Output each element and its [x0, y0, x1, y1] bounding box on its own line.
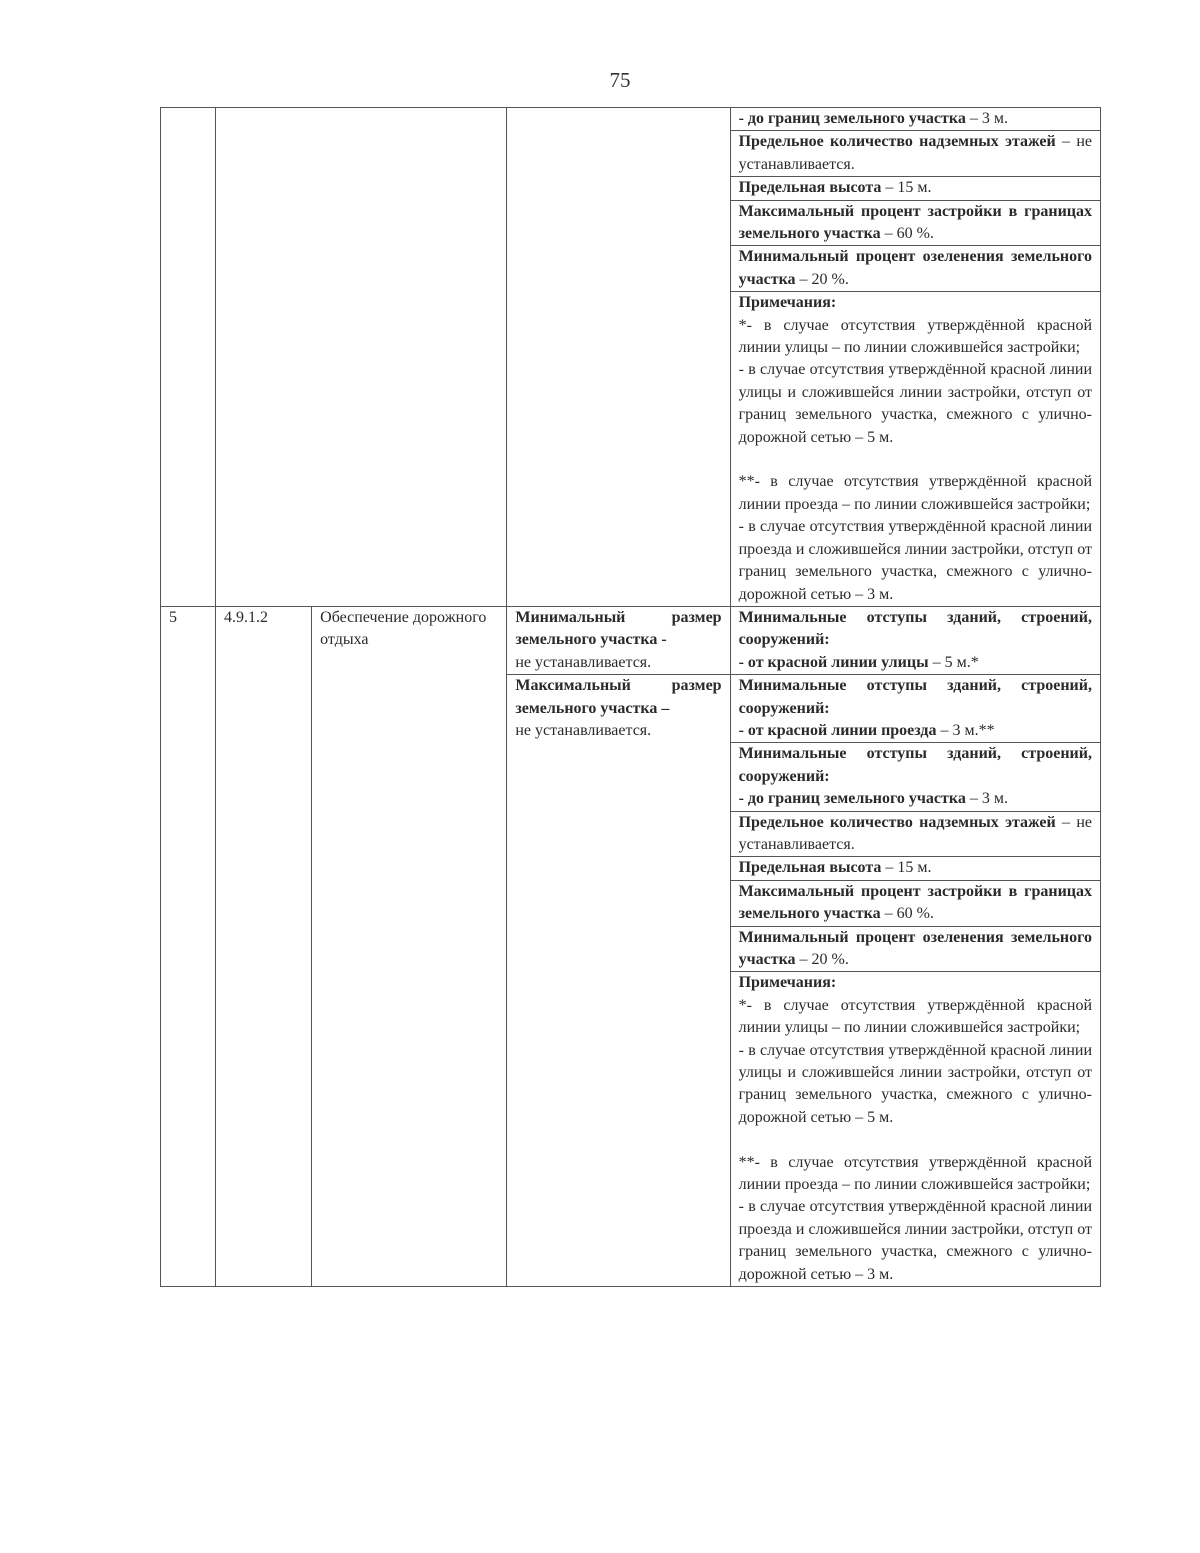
param-bold: Минимальные отступы зданий, строений, сооружений:	[738, 608, 1092, 649]
row-number: 5	[169, 608, 177, 626]
max-size-cell	[507, 675, 730, 1287]
param-bold: Предельное количество надземных этажей	[738, 813, 1056, 831]
table-row	[161, 108, 1101, 131]
param-cell	[730, 108, 1100, 131]
param-bold: - от красной линии улицы	[738, 653, 929, 671]
row-code-cell	[216, 606, 312, 1286]
param-value: – 20 %.	[795, 270, 849, 288]
param-bold: Максимальный процент застройки в границах земельного участка	[738, 202, 1092, 243]
param-cell	[730, 926, 1100, 972]
param-bold: Предельная высота	[738, 179, 882, 197]
param-value: – 60 %.	[880, 225, 934, 243]
param-cell	[730, 131, 1100, 177]
continuation-size-cell	[507, 108, 730, 607]
param-value: – 20 %.	[795, 951, 849, 969]
table-row	[161, 606, 1101, 674]
param-value: – 3 м.	[965, 110, 1008, 127]
param-value: – 3 м.**	[936, 721, 995, 739]
row-name-cell	[312, 606, 507, 1286]
row-name: Обеспечение дорожного отдыха	[320, 608, 487, 649]
note-paragraph: *- в случае отсутствия утверждённой красной линии улицы – по линии сложившейся застройки;	[738, 996, 1092, 1037]
min-size-value: не устанавливается.	[515, 653, 652, 671]
notes-cell	[730, 292, 1100, 607]
param-value: – 15 м.	[881, 859, 932, 877]
notes-heading: Примечания:	[738, 974, 837, 992]
zoning-regulations-table	[160, 107, 1101, 1287]
note-paragraph: - в случае отсутствия утверждённой красной линии проезда и сложившейся линии застройки, отступ от границ земельного участка, смежного с улично-дорожной сетью – 3 м.	[738, 1198, 1092, 1283]
param-bold: Предельная высота	[738, 859, 882, 877]
param-bold: - до границ земельного участка	[738, 110, 966, 127]
max-size-label: Максимальный размер земельного участка –	[515, 677, 722, 717]
param-bold: - от красной линии проезда	[738, 721, 937, 739]
param-cell	[730, 606, 1100, 674]
param-bold: Минимальные отступы зданий, строений, сооружений:	[738, 677, 1092, 717]
param-bold: Максимальный процент застройки в границах земельного участка	[738, 882, 1092, 923]
note-paragraph: **- в случае отсутствия утверждённой красной линии проезда – по линии сложившейся застройки;	[738, 1153, 1092, 1194]
param-bold: - до границ земельного участка	[738, 790, 966, 808]
param-cell	[730, 675, 1100, 743]
param-value: – не устанавливается.	[738, 813, 1092, 853]
param-bold: Минимальный процент озеленения земельного участка	[738, 248, 1092, 288]
param-cell	[730, 811, 1100, 857]
continuation-code-name-cell	[216, 108, 507, 607]
min-size-label: Минимальный размер земельного участка -	[515, 608, 722, 649]
param-bold: Минимальный процент озеленения земельного участка	[738, 928, 1092, 969]
param-value: – 60 %.	[880, 905, 934, 923]
param-cell	[730, 857, 1100, 880]
row-number-cell	[161, 606, 216, 1286]
note-paragraph: - в случае отсутствия утверждённой красной линии проезда и сложившейся линии застройки, отступ от границ земельного участка, смежного с улично-дорожной сетью – 3 м.	[738, 518, 1092, 603]
page-number: 75	[609, 68, 631, 92]
note-paragraph: - в случае отсутствия утверждённой красной линии улицы и сложившейся линии застройки, отступ от границ земельного участка, смежного с улично-дорожной сетью – 5 м.	[738, 361, 1092, 446]
max-size-value: не устанавливается.	[515, 721, 652, 739]
param-bold: Предельное количество надземных этажей	[738, 133, 1056, 151]
param-cell	[730, 246, 1100, 292]
param-bold: Минимальные отступы зданий, строений, сооружений:	[738, 745, 1092, 785]
param-value: – 15 м.	[881, 179, 932, 197]
param-cell	[730, 177, 1100, 200]
param-cell	[730, 880, 1100, 926]
notes-cell	[730, 972, 1100, 1287]
param-cell	[730, 743, 1100, 811]
min-size-cell	[507, 606, 730, 674]
note-paragraph: - в случае отсутствия утверждённой красной линии улицы и сложившейся линии застройки, отступ от границ земельного участка, смежного с улично-дорожной сетью – 5 м.	[738, 1041, 1092, 1126]
param-value: – 3 м.	[965, 790, 1008, 808]
param-value: – не устанавливается.	[738, 133, 1092, 173]
param-cell	[730, 200, 1100, 246]
continuation-number-cell	[161, 108, 216, 607]
note-paragraph: **- в случае отсутствия утверждённой красной линии проезда – по линии сложившейся застройки;	[738, 473, 1092, 513]
notes-heading: Примечания:	[738, 294, 837, 312]
row-code: 4.9.1.2	[224, 608, 269, 626]
note-paragraph: *- в случае отсутствия утверждённой красной линии улицы – по линии сложившейся застройки;	[738, 316, 1092, 357]
param-value: – 5 м.*	[928, 653, 979, 671]
